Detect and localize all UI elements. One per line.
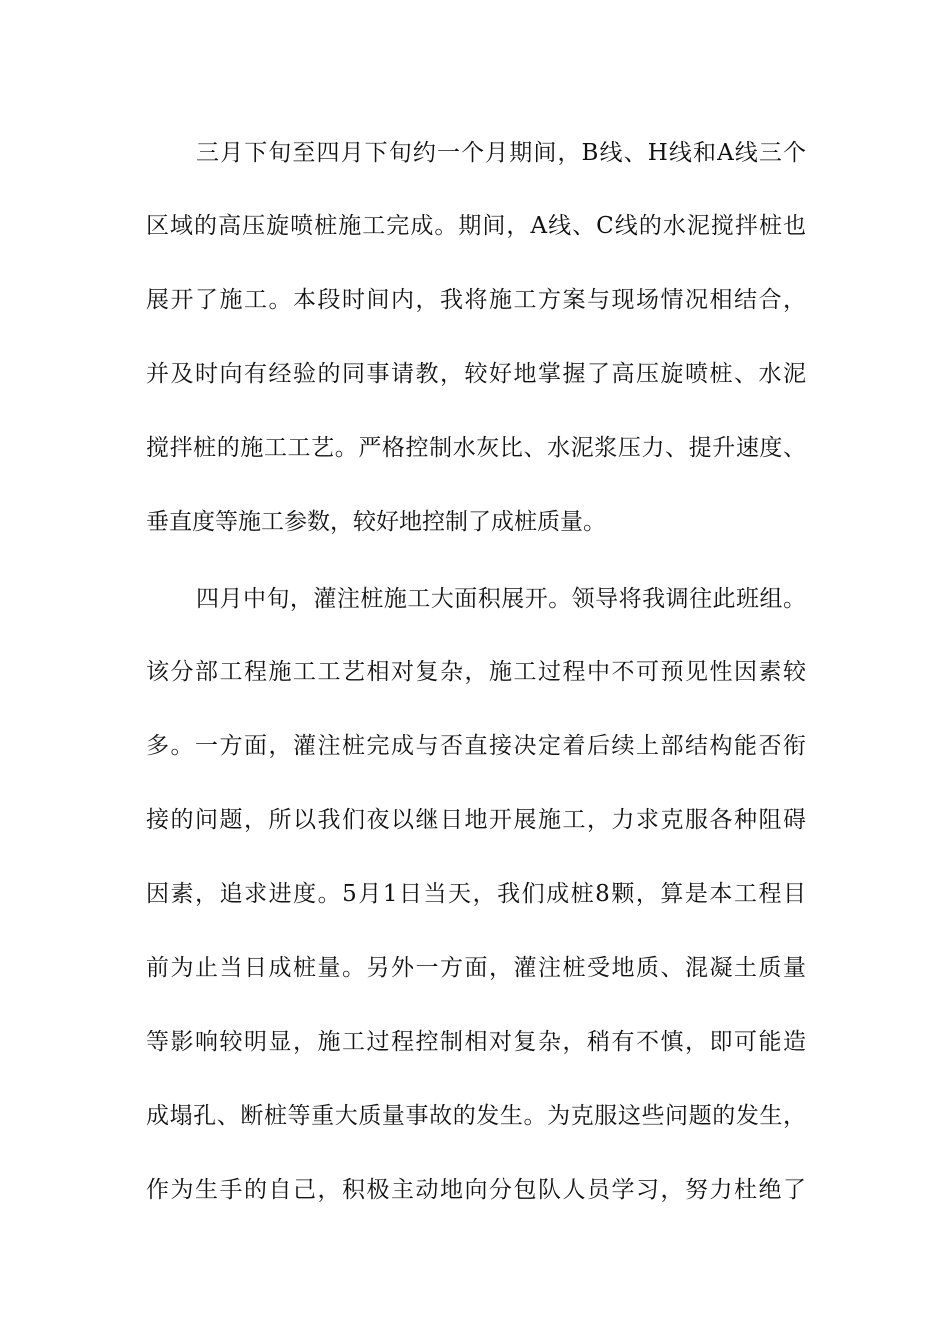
- paragraph-2-line-9: 作为生手的自己，积极主动地向分包队人员学习，努力杜绝了: [146, 1177, 806, 1203]
- paragraph-1-line-3: 展开了施工。本段时间内，我将施工方案与现场情况相结合，: [146, 287, 806, 313]
- paragraph-2-line-7: 等影响较明显，施工过程控制相对复杂，稍有不慎，即可能造: [146, 1029, 806, 1055]
- paragraph-1-line-1: 三月下旬至四月下旬约一个月期间，B线、H线和A线三个: [196, 140, 806, 166]
- paragraph-1-line-5: 搅拌桩的施工工艺。严格控制水灰比、水泥浆压力、提升速度、: [146, 435, 806, 461]
- paragraph-2-line-2: 该分部工程施工工艺相对复杂，施工过程中不可预见性因素较: [146, 659, 806, 685]
- paragraph-2-line-6: 前为止当日成桩量。另外一方面，灌注桩受地质、混凝土质量: [146, 955, 806, 981]
- paragraph-1-line-2: 区域的高压旋喷桩施工完成。期间，A线、C线的水泥搅拌桩也: [146, 213, 806, 239]
- paragraph-2-line-3: 多。一方面，灌注桩完成与否直接决定着后续上部结构能否衔: [146, 733, 806, 759]
- paragraph-2-line-1: 四月中旬，灌注桩施工大面积展开。领导将我调往此班组。: [196, 586, 806, 612]
- paragraph-2-line-5: 因素，追求进度。5月1日当天，我们成桩8颗，算是本工程目: [146, 881, 806, 907]
- paragraph-2-line-8: 成塌孔、断桩等重大质量事故的发生。为克服这些问题的发生，: [146, 1103, 806, 1129]
- paragraph-2-line-4: 接的问题，所以我们夜以继日地开展施工，力求克服各种阻碍: [146, 807, 806, 833]
- paragraph-1-line-6: 垂直度等施工参数，较好地控制了成桩质量。: [146, 509, 606, 535]
- paragraph-1-line-4: 并及时向有经验的同事请教，较好地掌握了高压旋喷桩、水泥: [146, 361, 806, 387]
